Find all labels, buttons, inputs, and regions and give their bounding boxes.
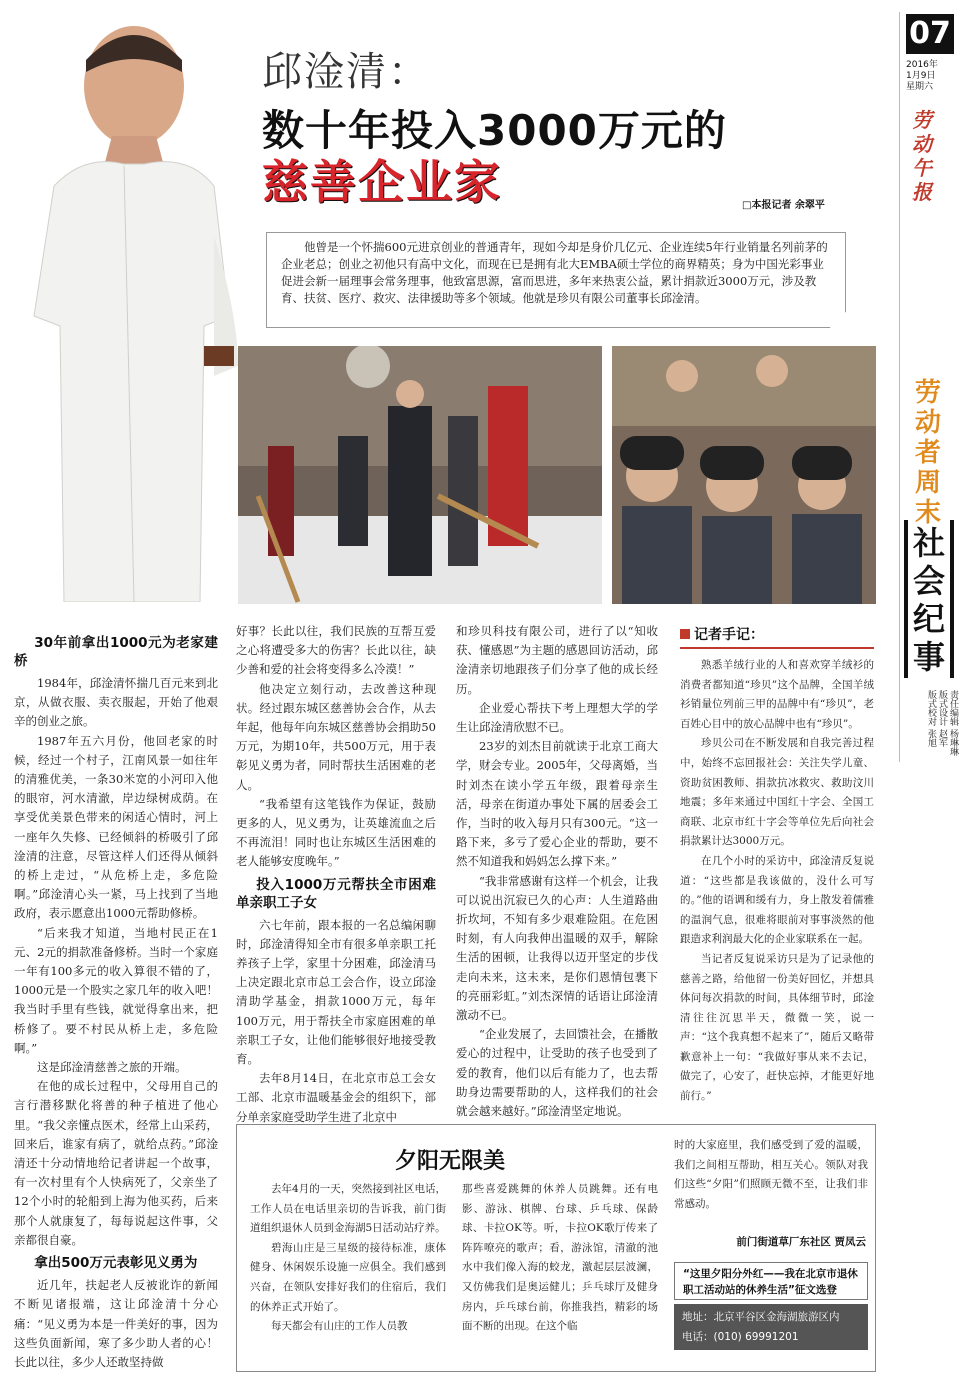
- paragraph: “我非常感谢有这样一个机会，让我可以说出沉寂已久的心声：人生道路曲折坎坷，不知有多少艰难险阻。在危困时刻，有人向我伸出温暖的双手，解除生活的困顿，让我得以迈开坚定的步伐走向未来，这未来，是你们恩情包裹下的亮丽彩虹。”刘杰深情的话语让邱淦清激动不已。: [456, 873, 658, 1023]
- paragraph: 和珍贝科技有限公司，进行了以“知收获、懂感恩”为主题的感恩回访活动，邱淦清亲切地跟孩子们分享了他的成长经历。: [456, 624, 658, 696]
- red-square-icon: [680, 629, 690, 639]
- article-column-3: [456, 622, 658, 1121]
- snow-shoveling-photo: [238, 346, 602, 604]
- article-column-2: [236, 622, 436, 1127]
- paragraph: 企业爱心帮扶下考上理想大学的学生让邱淦清欣慰不已。: [456, 700, 658, 735]
- byline: □本报记者 余翠平: [742, 200, 825, 211]
- paragraph: 当记者反复说采访只是为了记录他的慈善之路，给他留一份美好回忆，并想具体问每次捐款的时间，具体细节时，邱淦清往往沉思半天，微微一笑，说一声：“这个我真想不起来了”，随后又略带歉意补上一句：“我做好事从来不去记，做完了，心安了，赶快忘掉，才能更好地前行。”: [680, 952, 874, 1103]
- paragraph: “后来我才知道，当地村民正在1元、2元的捐款准备修桥。当时一个家庭一年有100多元的收入算很不错的了，1000元是一个股实之家几年的收入吧！我当时手里有些钱，就觉得拿出来，把桥修了。要不村民从桥上走，多危险啊。”: [14, 925, 218, 1055]
- reporter-note-body: [680, 656, 874, 1107]
- section-weekend-label: 劳动者周末: [914, 378, 941, 528]
- contact-address: 地址：北京平谷区金海湖旅游区内: [682, 1311, 840, 1323]
- paragraph: 每天都会有山庄的工作人员教: [271, 1320, 408, 1333]
- paragraph: 在他的成长过程中，父母用自己的言行潜移默化将善的种子植进了他心里。“我父亲懂点医术，经常上山采药，回来后，谁家有病了，就给点药。”邱淦清还十分动情地给记者讲起一个故事，有一次村里有个人快病死了，父亲坐了12个小时的轮船到上海为他买药，后来那个人就康复了，每每说起这件事，父亲都很自豪。: [14, 1079, 218, 1247]
- editor-credit: 责任编辑 杨琳琳: [948, 690, 958, 756]
- editor-credit: 版式校对 张旭: [926, 690, 936, 747]
- children-photo: [612, 346, 876, 604]
- paragraph: 去年4月的一天，突然接到社区电话，工作人员在电话里亲切的告诉我，前门街道组织退休人员到金海湖5日活动站疗养。: [250, 1183, 446, 1235]
- essay-contest-label: “这里夕阳分外红——我在北京市退休职工活动站的休养生活”征文选登: [674, 1262, 868, 1300]
- editor-credit: 版式设计 赵军: [937, 690, 947, 747]
- paragraph: 23岁的刘杰目前就读于北京工商大学，财会专业。2005年，父母离婚，当时刘杰在读小学五年级，跟着母亲生活，母亲在街道办事处下属的居委会工作，当时的收入每月只有300元。“这一路下来，多亏了爱心企业的帮助，要不然不知道我和妈妈怎么撑下来。”: [456, 739, 658, 869]
- paragraph: “企业发展了，去回馈社会，在播散爱心的过程中，让受助的孩子也受到了爱的教育，他们以后有能力了，也去帮助身边需要帮助的人，这样我们的社会就会越来越好。”邱淦清坚定地说。: [456, 1027, 658, 1119]
- article-intro: 他曾是一个怀揣600元进京创业的普通青年，现如今却是身价几亿元、企业连续5年行业销量名列前茅的企业老总；创业之初他只有高中文化，而现在已是拥有北大EMBA硕士学位的商界精英；身为中国光彩事业促进会新一届理事会常务理事，他致富思源，富而思进，多年来热衷公益，累计捐款近3000万元，涉及教育、扶贫、医疗、救灾、法律援助等多个领域。他就是珍贝有限公司董事长邱淦清。: [266, 232, 846, 328]
- headline-line1: 数十年投入3000万元的: [262, 106, 727, 155]
- paragraph: 他决定立刻行动，去改善这种现状。经过跟东城区慈善协会合作，从去年起，他每年向东城区慈善协会捐助50万元，为期10年，共500万元，用于表彰见义勇为者，同时帮扶生活困难的老人。: [236, 681, 436, 792]
- paragraph: 六七年前，跟本报的一名总编闲聊时，邱淦清得知全市有很多单亲职工托养孩子上学，家里十分困难，邱淦清马上决定跟北京市总工会合作，设立邱淦清助学基金，捐款1000万元，每年100万元，用于帮扶全市家庭困难的单亲职工子女，让他们能够很好地接受教育。: [236, 917, 436, 1067]
- section-title: 社会纪事: [912, 524, 945, 676]
- sidebar-story-signature: 前门街道草厂东社区 贾凤云: [736, 1236, 866, 1248]
- paragraph: 那些喜爱跳舞的休养人员跳舞。还有电影、游泳、棋牌、台球、乒乓球、保龄球、卡拉OK等。听，卡拉OK歌厅传来了阵阵嘹亮的歌声；看，游泳馆，清澈的池水中我们像入海的蛟龙，激起层层波澜，又仿佛我们是奥运健儿；乒乓球厅及健身房内，乒乓球台前，你推我挡，精彩的场面不断的出现。在这个临: [462, 1183, 658, 1333]
- sidebar-story-column-3: [674, 1136, 868, 1214]
- paragraph: “我希望有这笔钱作为保证，鼓励更多的人，见义勇为，让英雄流血之后不再流泪！同时也让东城区生活困难的老人能够安度晚年。”: [236, 796, 436, 869]
- sidebar-story-title: 夕阳无限美: [395, 1148, 506, 1174]
- issue-day: 1月9日: [906, 71, 936, 81]
- page-number: 07: [906, 14, 954, 54]
- paragraph: 这是邱淦清慈善之旅的开端。: [37, 1060, 187, 1075]
- newspaper-logo: 劳动午报: [912, 108, 932, 204]
- paragraph: 熟悉羊绒行业的人和喜欢穿羊绒衫的消费者都知道“珍贝”这个品牌，全国羊绒衫销量位列前三甲的品牌中有“珍贝”，老百姓心目中的放心品牌中也有“珍贝”。: [680, 659, 874, 730]
- paragraph: 1987年五六月份，他回老家的时候，经过一个村子，江南风景一如往年的清雅优美，一条30米宽的小河印入他的眼帘，河水清澈，岸边绿树成荫。在享受优美景色带来的闲适心情时，河上一座年久失修、已经倾斜的桥吸引了邱淦清的注意，尽管这样人们还得从倾斜的桥上走过，“从危桥上走，多危险啊。”邱淦清心头一紧，马上找到了当地政府，表示愿意出1000元帮助修桥。: [14, 733, 218, 921]
- reporter-note-title: 记者手记：: [694, 627, 764, 643]
- article-column-1: [14, 630, 218, 1372]
- paragraph: 时的大家庭里，我们感受到了爱的温暖，我们之间相互帮助，相互关心。领队对我们这些“夕阳”们照顾无微不至，让我们非常感动。: [674, 1139, 868, 1210]
- issue-weekday: 星期六: [906, 82, 934, 92]
- section-title-box: [904, 520, 954, 678]
- paragraph: 珍贝公司在不断发展和自我完善过程中，始终不忘回报社会：关注失学儿童、资助贫困教师、捐款抗冰救灾、救助汶川地震；多年来通过中国红十字会、全国工商联、北京市红十字会等单位先后向社会捐款累计达3000万元。: [680, 737, 874, 848]
- subheading: 拿出500万元表彰见义勇为: [34, 1255, 198, 1272]
- reporter-note-heading: [680, 624, 874, 649]
- paragraph: 去年8月14日，在北京市总工会女工部、北京市温暖基金会的组织下，部分单亲家庭受助学生进了北京中: [236, 1071, 436, 1124]
- article-subject-name: 邱淦清：: [262, 49, 430, 95]
- subheading: 30年前拿出1000元为老家建桥: [14, 635, 218, 669]
- vertical-divider: [899, 12, 900, 762]
- paragraph: 在几个小时的采访中，邱淦清反复说道：“这些都是我该做的，没什么可写的。”他的语调和缓有力，身上散发着儒雅的温润气息，很难将眼前对事事淡然的他跟造求利润最大化的企业家联系在一起。: [680, 854, 874, 946]
- portrait-photo: [24, 16, 238, 602]
- editor-credits: [902, 690, 958, 760]
- contact-info: [674, 1304, 868, 1350]
- issue-year: 2016年: [906, 60, 938, 70]
- subheading: 投入1000万元帮扶全市困难单亲职工子女: [236, 876, 436, 911]
- paragraph: 好事？长此以往，我们民族的互帮互爱之心将遭受多大的伤害？长此以往，缺少善和爱的社会将变得多么冷漠！”: [236, 624, 436, 677]
- contact-phone: 电话：(010) 69991201: [682, 1331, 799, 1343]
- sidebar-story-column-2: [462, 1180, 658, 1337]
- paragraph: 近几年，扶起老人反被讹诈的新闻不断见诸报端，这让邱淦清十分心痛：“见义勇为本是一件美好的事，因为这些负面新闻，寒了多少助人者的心！长此以往，多少人还敢坚持做: [14, 1278, 218, 1369]
- paragraph: 1984年，邱淦清怀揣几百元来到北京，从做衣服、卖衣服起，开始了他艰辛的创业之旅。: [14, 676, 218, 729]
- headline-line2: 慈善企业家: [262, 155, 502, 209]
- sidebar-story-column-1: [250, 1180, 446, 1337]
- paragraph: 碧海山庄是三星级的接待标准，康体健身、休闲娱乐设施一应俱全。我们感到兴奋，在领队安排好我们的住宿后，我们的休养正式开始了。: [250, 1241, 446, 1313]
- issue-date: [906, 60, 956, 93]
